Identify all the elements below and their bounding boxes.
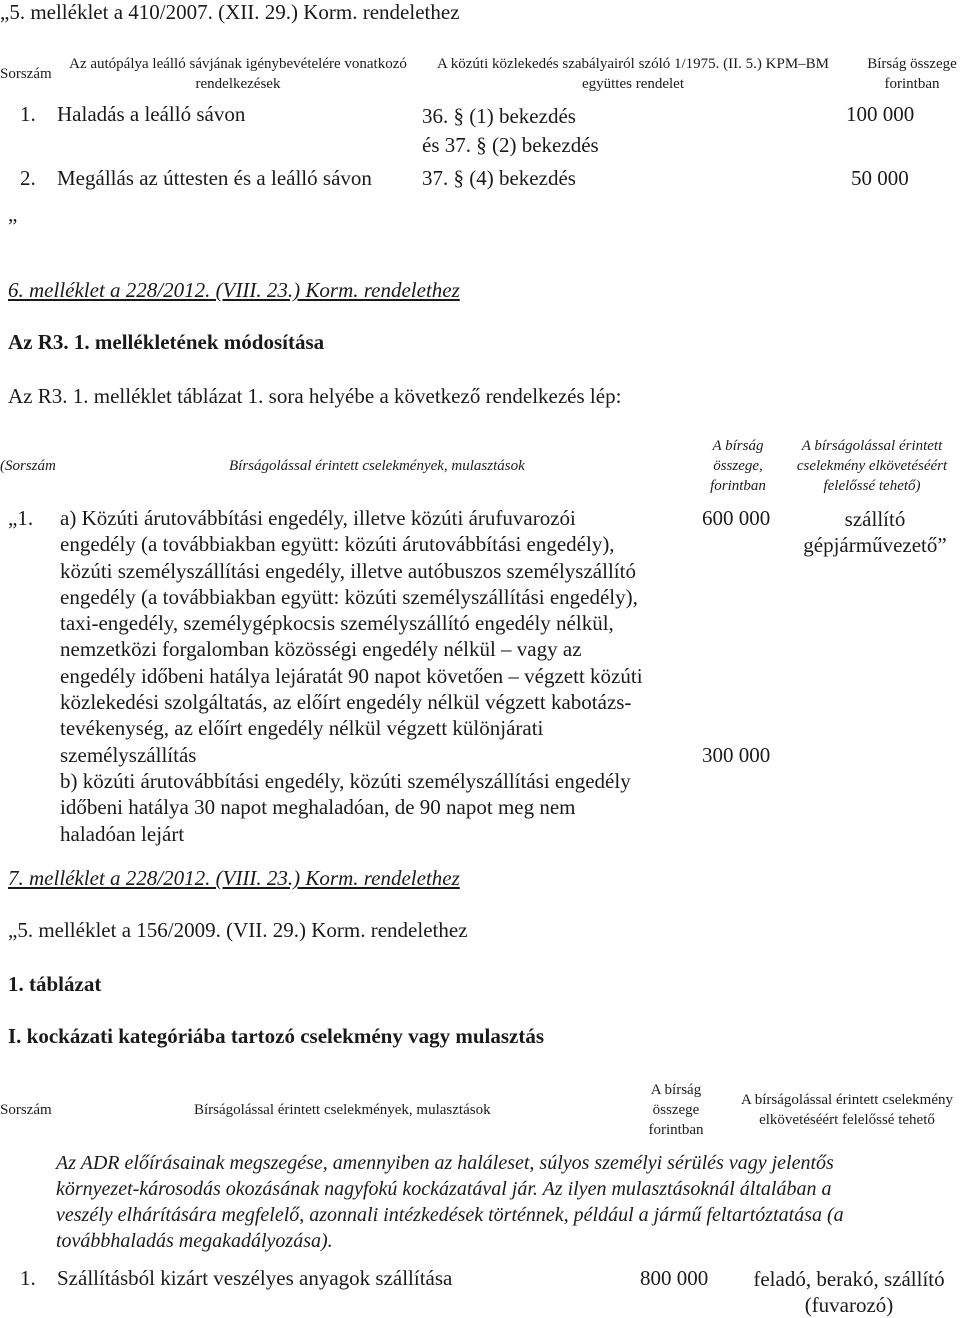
t1-row1-ref: 36. § (1) bekezdés és 37. § (2) bekezdés [422, 104, 599, 157]
t2-row-desc: a) Közúti árutovábbítási engedély, illetve közúti árufuvarozói engedély (a továbbiakban együtt: közúti árutovábbítási engedély), közúti személyszállítási engedély, illetve autóbuszos személyszállító engedély (a továbbiakban együtt: közúti személyszállítási engedély), taxi-engedély, személygépkocsis személyszállító engedély nélkül, nemzetközi forgalomban közösségi engedély nélkül – vagy az engedély időbeni hatálya lejáratát 90 napot követően – végzett közúti közlekedési szolgáltatás, az előírt engedély nélkül végzett kabotázs- tevékenység, az előírt engedély nélkül végzett különjárati személyszállítás b) közúti árutovábbítási engedély, közúti személyszállítási engedély időbeni hatálya 30 napot meghaladóan, de 90 napot meg nem haladóan lejárt [60, 506, 643, 846]
t3-header-col1: Bírságolással érintett cselekmények, mulasztások [194, 1102, 491, 1118]
t2-responsible: szállító gépjárművezető” [803, 507, 947, 557]
t1-row1-desc: Haladás a leálló sávon [57, 102, 246, 126]
t3-header-col3: A bírságolással érintett cselekmény elkövetéséért felelőssé tehető [740, 1092, 954, 1128]
t1-row2-amount: 50 000 [851, 166, 909, 190]
t1-header-col3: Bírság összege forintban [867, 56, 957, 92]
section6-subtitle: Az R3. 1. mellékletének módosítása [8, 330, 325, 354]
section7-subtitle: „5. melléklet a 156/2009. (VII. 29.) Korm. rendelethez [8, 918, 468, 942]
t2-header-col1: Bírságolással érintett cselekmények, mulasztások [229, 458, 525, 474]
section5-title: „5. melléklet a 410/2007. (XII. 29.) Korm. rendelethez [0, 0, 460, 24]
t1-row1-num: 1. [20, 102, 36, 126]
t1-header-col2: A közúti közlekedés szabályairól szóló 1/1975. (II. 5.) KPM–BM együttes rendelet [436, 56, 829, 92]
t1-header-sorszam: Sorszám [0, 66, 52, 82]
t3-row-amount: 800 000 [640, 1266, 709, 1290]
section7-title: 7. melléklet a 228/2012. (VIII. 23.) Korm. rendelethez [8, 866, 460, 890]
t3-row-desc: Szállításból kizárt veszélyes anyagok szállítása [57, 1266, 453, 1290]
t2-header-col3: A bírságolással érintett cselekmény elkövetéséért felelőssé tehető) [796, 438, 948, 494]
table-caption: 1. táblázat [8, 972, 102, 996]
t3-header-col2: A bírság összege forintban [648, 1082, 704, 1138]
t1-row2-ref: 37. § (4) bekezdés [422, 166, 576, 190]
t2-header-col2: A bírság összege, forintban [710, 438, 766, 494]
t2-row-num: „1. [8, 506, 34, 530]
t3-category-note: Az ADR előírásainak megszegése, amennyiben az haláleset, súlyos személyi sérülés vagy jelentős környezet-károsodás okozásának nagyfokú kockázatával jár. Az ilyen mulasztásoknál általában a veszély elhárítására megfelelő, azonnali intézkedések történnek, például a jármű feltartóztatása (a továbbhaladás megakadályozása). [56, 1152, 844, 1252]
t3-row-num: 1. [20, 1266, 36, 1290]
t3-header-sorszam: Sorszám [0, 1102, 52, 1118]
t1-row2-desc: Megállás az úttesten és a leálló sávon [57, 166, 372, 190]
t1-row1-amount: 100 000 [846, 102, 915, 126]
t1-close-quote: ” [8, 214, 18, 238]
t1-row2-num: 2. [20, 166, 36, 190]
t2-amount-a: 600 000 [702, 506, 771, 530]
t3-row-responsible: feladó, berakó, szállító (fuvarozó) [753, 1267, 945, 1317]
section6-title: 6. melléklet a 228/2012. (VIII. 23.) Korm. rendelethez [8, 278, 460, 302]
t1-header-col1: Az autópálya leálló sávjának igénybevételére vonatkozó rendelkezések [69, 56, 407, 92]
category-title: I. kockázati kategóriába tartozó cselekmény vagy mulasztás [8, 1024, 545, 1048]
section6-text: Az R3. 1. melléklet táblázat 1. sora helyébe a következő rendelkezés lép: [8, 384, 622, 408]
t2-header-sorszam: (Sorszám [0, 458, 56, 474]
t2-amount-b: 300 000 [702, 743, 771, 767]
